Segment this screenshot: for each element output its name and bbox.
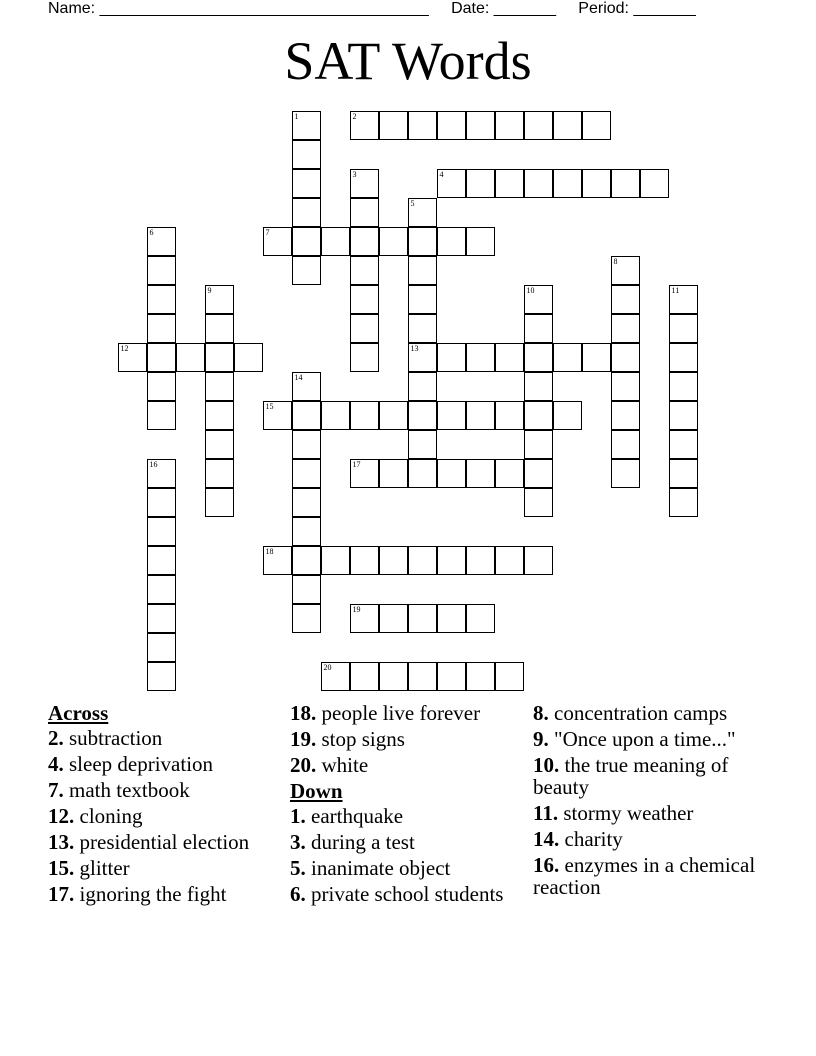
clue-number-label: 19 xyxy=(352,604,361,614)
across-clue xyxy=(48,831,288,853)
clue-number-label: 17 xyxy=(352,459,361,469)
crossword-cell[interactable] xyxy=(147,401,176,430)
crossword-cell[interactable] xyxy=(466,662,495,691)
crossword-cell[interactable] xyxy=(437,604,466,633)
clue-number: 17. xyxy=(48,882,75,906)
crossword-cell[interactable] xyxy=(147,256,176,285)
crossword-cell[interactable] xyxy=(524,372,553,401)
name-label: Name: xyxy=(48,0,96,17)
crossword-cell[interactable] xyxy=(408,459,437,488)
clue-text: subtraction xyxy=(69,726,163,750)
crossword-cell[interactable] xyxy=(263,227,292,256)
clue-number: 14. xyxy=(533,827,560,851)
across-clue xyxy=(48,779,288,801)
clue-number-label: 20 xyxy=(323,662,332,672)
crossword-cell[interactable] xyxy=(611,372,640,401)
crossword-cell[interactable] xyxy=(437,459,466,488)
crossword-cell[interactable] xyxy=(292,198,321,227)
crossword-cell[interactable] xyxy=(495,169,524,198)
crossword-cell[interactable] xyxy=(263,401,292,430)
crossword-cell[interactable] xyxy=(437,662,466,691)
crossword-cell[interactable] xyxy=(292,517,321,546)
clue-number-label: 5 xyxy=(410,198,415,208)
crossword-cell[interactable] xyxy=(408,401,437,430)
crossword-cell[interactable] xyxy=(379,227,408,256)
crossword-cell[interactable] xyxy=(379,604,408,633)
crossword-cell[interactable] xyxy=(466,546,495,575)
down-heading: Down xyxy=(290,779,343,803)
clue-text: during a test xyxy=(311,830,415,854)
clue-text: "Once upon a time..." xyxy=(554,727,736,751)
crossword-cell[interactable] xyxy=(147,604,176,633)
clue-number-label: 14 xyxy=(294,372,303,382)
crossword-cell[interactable] xyxy=(350,604,379,633)
clue-text: white xyxy=(321,753,369,777)
crossword-cell[interactable] xyxy=(408,546,437,575)
clue-number: 7. xyxy=(48,778,64,802)
clue-column-3 xyxy=(533,702,773,902)
crossword-cell[interactable] xyxy=(437,169,466,198)
clue-number: 15. xyxy=(48,856,75,880)
crossword-cell[interactable] xyxy=(292,546,321,575)
crossword-cell[interactable] xyxy=(292,430,321,459)
crossword-cell[interactable] xyxy=(611,343,640,372)
crossword-cell[interactable] xyxy=(524,546,553,575)
crossword-cell[interactable] xyxy=(669,430,698,459)
crossword-cell[interactable] xyxy=(582,169,611,198)
crossword-cell[interactable] xyxy=(408,198,437,227)
crossword-cell[interactable] xyxy=(669,285,698,314)
crossword-cell[interactable] xyxy=(205,343,234,372)
crossword-cell[interactable] xyxy=(350,227,379,256)
crossword-cell[interactable] xyxy=(495,111,524,140)
crossword-cell[interactable] xyxy=(147,546,176,575)
crossword-cell[interactable] xyxy=(321,227,350,256)
clue-number: 19. xyxy=(290,727,317,751)
crossword-cell[interactable] xyxy=(437,111,466,140)
crossword-cell[interactable] xyxy=(292,401,321,430)
clue-number-label: 11 xyxy=(671,285,680,295)
crossword-cell[interactable] xyxy=(524,488,553,517)
crossword-cell[interactable] xyxy=(379,401,408,430)
clue-text: stormy weather xyxy=(563,801,694,825)
crossword-cell[interactable] xyxy=(379,111,408,140)
clue-text: the true meaning of beauty xyxy=(533,753,729,799)
crossword-cell[interactable] xyxy=(524,459,553,488)
clue-number: 6. xyxy=(290,882,306,906)
crossword-cell[interactable] xyxy=(669,314,698,343)
crossword-cell[interactable] xyxy=(437,401,466,430)
clue-text: enzymes in a chemical reaction xyxy=(533,853,756,899)
crossword-cell[interactable] xyxy=(669,459,698,488)
crossword-cell[interactable] xyxy=(147,285,176,314)
crossword-cell[interactable] xyxy=(437,343,466,372)
clue-number: 5. xyxy=(290,856,306,880)
crossword-cell[interactable] xyxy=(553,111,582,140)
clue-text: presidential election xyxy=(79,830,250,854)
crossword-cell[interactable] xyxy=(466,401,495,430)
clue-number: 4. xyxy=(48,752,64,776)
clue-number-label: 8 xyxy=(613,256,618,266)
clue-text: inanimate object xyxy=(311,856,451,880)
crossword-cell[interactable] xyxy=(611,314,640,343)
crossword-cell[interactable] xyxy=(408,372,437,401)
crossword-cell[interactable] xyxy=(292,140,321,169)
clue-number: 3. xyxy=(290,830,306,854)
crossword-cell[interactable] xyxy=(495,662,524,691)
crossword-cell[interactable] xyxy=(350,546,379,575)
crossword-cell[interactable] xyxy=(466,459,495,488)
crossword-cell[interactable] xyxy=(437,546,466,575)
crossword-cell[interactable] xyxy=(350,401,379,430)
crossword-cell[interactable] xyxy=(408,604,437,633)
crossword-cell[interactable] xyxy=(292,111,321,140)
crossword-cell[interactable] xyxy=(408,662,437,691)
clue-column-2 xyxy=(290,702,530,909)
crossword-cell[interactable] xyxy=(611,430,640,459)
clue-number-label: 3 xyxy=(352,169,357,179)
clue-number: 8. xyxy=(533,701,549,725)
crossword-cell[interactable] xyxy=(147,633,176,662)
clue-number-label: 1 xyxy=(294,111,299,121)
crossword-cell[interactable] xyxy=(669,343,698,372)
crossword-cell[interactable] xyxy=(669,372,698,401)
crossword-cell[interactable] xyxy=(205,314,234,343)
crossword-cell[interactable] xyxy=(524,430,553,459)
crossword-cell[interactable] xyxy=(350,662,379,691)
crossword-cell[interactable] xyxy=(147,227,176,256)
crossword-cell[interactable] xyxy=(408,256,437,285)
crossword-cell[interactable] xyxy=(350,459,379,488)
crossword-cell[interactable] xyxy=(147,372,176,401)
crossword-cell[interactable] xyxy=(524,285,553,314)
crossword-cell[interactable] xyxy=(292,488,321,517)
crossword-cell[interactable] xyxy=(350,314,379,343)
across-clue xyxy=(290,754,530,776)
crossword-cell[interactable] xyxy=(205,459,234,488)
clue-text: glitter xyxy=(79,856,130,880)
crossword-cell[interactable] xyxy=(408,111,437,140)
crossword-cell[interactable] xyxy=(292,256,321,285)
crossword-cell[interactable] xyxy=(321,662,350,691)
clue-number-label: 6 xyxy=(149,227,154,237)
crossword-cell[interactable] xyxy=(147,662,176,691)
crossword-cell[interactable] xyxy=(524,314,553,343)
crossword-cell[interactable] xyxy=(292,169,321,198)
clue-number: 12. xyxy=(48,804,75,828)
crossword-cell[interactable] xyxy=(553,169,582,198)
page-title: SAT Words xyxy=(284,31,532,91)
across-clue xyxy=(48,805,288,827)
crossword-cell[interactable] xyxy=(611,401,640,430)
crossword-cell[interactable] xyxy=(147,575,176,604)
clue-number-label: 15 xyxy=(265,401,274,411)
crossword-cell[interactable] xyxy=(669,488,698,517)
crossword-cell[interactable] xyxy=(205,372,234,401)
clue-text: charity xyxy=(564,827,623,851)
clue-number: 9. xyxy=(533,727,549,751)
clue-number: 10. xyxy=(533,753,560,777)
clue-text: sleep deprivation xyxy=(69,752,214,776)
crossword-cell[interactable] xyxy=(292,227,321,256)
across-clue xyxy=(290,728,530,750)
crossword-cell[interactable] xyxy=(408,430,437,459)
clue-number-label: 9 xyxy=(207,285,212,295)
crossword-cell[interactable] xyxy=(176,343,205,372)
crossword-cell[interactable] xyxy=(321,546,350,575)
down-clue xyxy=(533,854,773,898)
crossword-cell[interactable] xyxy=(234,343,263,372)
date-blank[interactable]: _______ xyxy=(493,0,557,17)
crossword-cell[interactable] xyxy=(205,488,234,517)
clue-number: 16. xyxy=(533,853,560,877)
crossword-cell[interactable] xyxy=(582,111,611,140)
crossword-cell[interactable] xyxy=(466,604,495,633)
crossword-cell[interactable] xyxy=(350,343,379,372)
crossword-cell[interactable] xyxy=(466,111,495,140)
down-clue xyxy=(290,883,530,905)
clue-number: 13. xyxy=(48,830,75,854)
clue-number-label: 2 xyxy=(352,111,357,121)
crossword-cell[interactable] xyxy=(292,372,321,401)
name-blank[interactable]: _____________________________________ xyxy=(99,0,429,17)
clue-text: earthquake xyxy=(311,804,404,828)
crossword-cell[interactable] xyxy=(495,401,524,430)
crossword-cell[interactable] xyxy=(611,459,640,488)
clue-text: stop signs xyxy=(321,727,405,751)
crossword-cell[interactable] xyxy=(524,343,553,372)
crossword-cell[interactable] xyxy=(350,169,379,198)
crossword-cell[interactable] xyxy=(205,285,234,314)
clue-number: 18. xyxy=(290,701,317,725)
crossword-cell[interactable] xyxy=(147,488,176,517)
crossword-cell[interactable] xyxy=(437,227,466,256)
crossword-cell[interactable] xyxy=(553,343,582,372)
period-label: Period: xyxy=(578,0,629,17)
crossword-cell[interactable] xyxy=(553,401,582,430)
clue-text: concentration camps xyxy=(554,701,728,725)
clue-number-label: 4 xyxy=(439,169,444,179)
crossword-cell[interactable] xyxy=(611,285,640,314)
clue-text: cloning xyxy=(79,804,143,828)
crossword-cell[interactable] xyxy=(321,401,350,430)
crossword-cell[interactable] xyxy=(263,546,292,575)
crossword-cell[interactable] xyxy=(582,343,611,372)
across-clue xyxy=(48,753,288,775)
crossword-cell[interactable] xyxy=(495,546,524,575)
across-heading: Across xyxy=(48,701,109,725)
crossword-cell[interactable] xyxy=(350,198,379,227)
crossword-cell[interactable] xyxy=(611,169,640,198)
crossword-cell[interactable] xyxy=(147,459,176,488)
crossword-cell[interactable] xyxy=(408,343,437,372)
clue-column-1 xyxy=(48,702,288,909)
crossword-cell[interactable] xyxy=(205,401,234,430)
crossword-cell[interactable] xyxy=(408,227,437,256)
clue-number-label: 18 xyxy=(265,546,274,556)
crossword-cell[interactable] xyxy=(640,169,669,198)
clue-text: private school students xyxy=(311,882,504,906)
crossword-cell[interactable] xyxy=(408,285,437,314)
clue-number: 11. xyxy=(533,801,559,825)
clue-number-label: 12 xyxy=(120,343,129,353)
crossword-cell[interactable] xyxy=(611,256,640,285)
across-clue xyxy=(290,702,530,724)
down-clue xyxy=(290,805,530,827)
crossword-cell[interactable] xyxy=(495,459,524,488)
crossword-cell[interactable] xyxy=(118,343,147,372)
crossword-cell[interactable] xyxy=(379,459,408,488)
down-clue xyxy=(533,802,773,824)
clue-text: people live forever xyxy=(321,701,481,725)
crossword-cell[interactable] xyxy=(466,227,495,256)
down-clue xyxy=(290,831,530,853)
clue-number-label: 10 xyxy=(526,285,535,295)
across-clue xyxy=(48,883,288,905)
period-blank[interactable]: _______ xyxy=(633,0,696,17)
crossword-cell[interactable] xyxy=(466,169,495,198)
across-clue xyxy=(48,727,288,749)
crossword-cell[interactable] xyxy=(292,459,321,488)
crossword-cell[interactable] xyxy=(350,256,379,285)
across-clue xyxy=(48,857,288,879)
crossword-cell[interactable] xyxy=(379,662,408,691)
clue-text: math textbook xyxy=(69,778,190,802)
crossword-cell[interactable] xyxy=(147,314,176,343)
crossword-cell[interactable] xyxy=(669,401,698,430)
clue-number: 2. xyxy=(48,726,64,750)
crossword-cell[interactable] xyxy=(350,285,379,314)
clue-number-label: 7 xyxy=(265,227,270,237)
date-label: Date: xyxy=(451,0,490,17)
crossword-cell[interactable] xyxy=(408,314,437,343)
crossword-cell[interactable] xyxy=(292,575,321,604)
down-clue xyxy=(533,754,773,798)
down-clue xyxy=(290,857,530,879)
clue-number: 1. xyxy=(290,804,306,828)
down-clue xyxy=(533,728,773,750)
clue-text: ignoring the fight xyxy=(79,882,227,906)
clue-number-label: 13 xyxy=(410,343,419,353)
crossword-cell[interactable] xyxy=(147,343,176,372)
crossword-cell[interactable] xyxy=(379,546,408,575)
crossword-cell[interactable] xyxy=(524,111,553,140)
crossword-cell[interactable] xyxy=(495,343,524,372)
crossword-cell[interactable] xyxy=(292,604,321,633)
down-clue xyxy=(533,702,773,724)
crossword-cell[interactable] xyxy=(524,401,553,430)
crossword-cell[interactable] xyxy=(350,111,379,140)
crossword-cell[interactable] xyxy=(205,430,234,459)
clue-number-label: 16 xyxy=(149,459,158,469)
crossword-cell[interactable] xyxy=(147,517,176,546)
crossword-cell[interactable] xyxy=(524,169,553,198)
crossword-cell[interactable] xyxy=(466,343,495,372)
clue-number: 20. xyxy=(290,753,317,777)
down-clue xyxy=(533,828,773,850)
